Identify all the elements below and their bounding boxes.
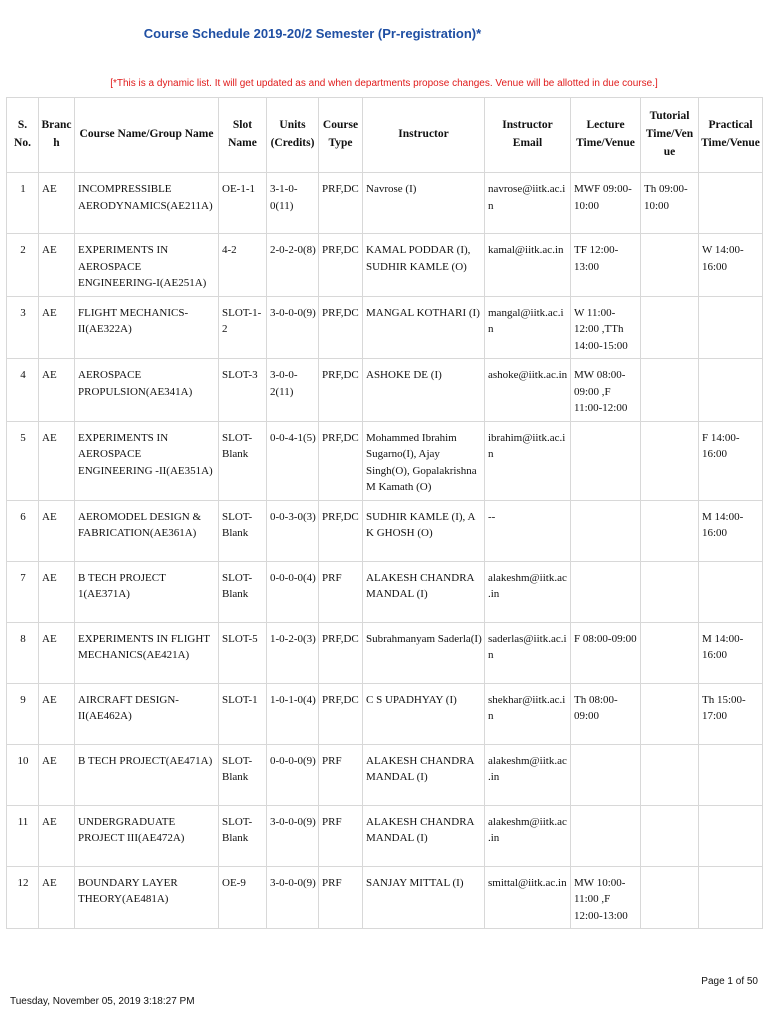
course-name: EXPERIMENTS IN AEROSPACE ENGINEERING -II(AE351A)	[75, 421, 219, 500]
lecture-time	[571, 561, 641, 622]
practical-time	[699, 561, 763, 622]
course-name: BOUNDARY LAYER THEORY(AE481A)	[75, 866, 219, 929]
tutorial-time	[641, 421, 699, 500]
slot-name: 4-2	[219, 234, 267, 297]
branch: AE	[39, 805, 75, 866]
course-type: PRF,DC	[319, 500, 363, 561]
table-row	[7, 296, 763, 359]
branch: AE	[39, 866, 75, 929]
instructor-email: saderlas@iitk.ac.in	[485, 622, 571, 683]
course-name: AEROSPACE PROPULSION(AE341A)	[75, 359, 219, 422]
column-header: Course Type	[319, 98, 363, 173]
course-type: PRF,DC	[319, 296, 363, 359]
dynamic-list-notice: [*This is a dynamic list. It will get updated as and when departments propose changes. Venue will be allotted in due course.]	[110, 78, 658, 89]
slot-name: SLOT-Blank	[219, 805, 267, 866]
tutorial-time	[641, 296, 699, 359]
page-number: Page 1 of 50	[701, 976, 758, 987]
course-name: INCOMPRESSIBLE AERODYNAMICS(AE211A)	[75, 173, 219, 234]
instructor-email: navrose@iitk.ac.in	[485, 173, 571, 234]
slot-name: SLOT-5	[219, 622, 267, 683]
lecture-time: MW 10:00-11:00 ,F 12:00-13:00	[571, 866, 641, 929]
tutorial-time	[641, 866, 699, 929]
instructor: MANGAL KOTHARI (I)	[363, 296, 485, 359]
serial-number: 7	[7, 561, 39, 622]
tutorial-time	[641, 561, 699, 622]
course-type: PRF,DC	[319, 173, 363, 234]
branch: AE	[39, 173, 75, 234]
slot-name: SLOT-Blank	[219, 500, 267, 561]
column-header: S. No.	[7, 98, 39, 173]
slot-name: OE-1-1	[219, 173, 267, 234]
lecture-time	[571, 500, 641, 561]
table-row	[7, 421, 763, 500]
branch: AE	[39, 622, 75, 683]
serial-number: 6	[7, 500, 39, 561]
instructor: ALAKESH CHANDRA MANDAL (I)	[363, 805, 485, 866]
column-header: Tutorial Time/Venue	[641, 98, 699, 173]
units: 0-0-4-1(5)	[267, 421, 319, 500]
instructor: ALAKESH CHANDRA MANDAL (I)	[363, 744, 485, 805]
course-type: PRF	[319, 744, 363, 805]
course-type: PRF,DC	[319, 622, 363, 683]
column-header: Instructor Email	[485, 98, 571, 173]
table-row	[7, 359, 763, 422]
instructor: SUDHIR KAMLE (I), A K GHOSH (O)	[363, 500, 485, 561]
column-header: Instructor	[363, 98, 485, 173]
tutorial-time	[641, 500, 699, 561]
serial-number: 11	[7, 805, 39, 866]
serial-number: 3	[7, 296, 39, 359]
course-type: PRF	[319, 805, 363, 866]
instructor: SANJAY MITTAL (I)	[363, 866, 485, 929]
table-row	[7, 683, 763, 744]
column-header: Units (Credits)	[267, 98, 319, 173]
instructor: Subrahmanyam Saderla(I)	[363, 622, 485, 683]
practical-time: F 14:00-16:00	[699, 421, 763, 500]
units: 3-0-0-0(9)	[267, 296, 319, 359]
units: 0-0-0-0(9)	[267, 744, 319, 805]
lecture-time	[571, 421, 641, 500]
practical-time: M 14:00-16:00	[699, 500, 763, 561]
course-type: PRF	[319, 866, 363, 929]
document-title: Course Schedule 2019-20/2 Semester (Pr-registration)*	[143, 26, 482, 41]
instructor-email: kamal@iitk.ac.in	[485, 234, 571, 297]
instructor-email: ibrahim@iitk.ac.in	[485, 421, 571, 500]
slot-name: SLOT-Blank	[219, 421, 267, 500]
instructor-email: smittal@iitk.ac.in	[485, 866, 571, 929]
practical-time: Th 15:00-17:00	[699, 683, 763, 744]
tutorial-time	[641, 744, 699, 805]
slot-name: SLOT-1-2	[219, 296, 267, 359]
branch: AE	[39, 561, 75, 622]
serial-number: 9	[7, 683, 39, 744]
lecture-time: Th 08:00-09:00	[571, 683, 641, 744]
table-row	[7, 805, 763, 866]
table-row	[7, 561, 763, 622]
table-row	[7, 500, 763, 561]
course-name: B TECH PROJECT 1(AE371A)	[75, 561, 219, 622]
instructor: Mohammed Ibrahim Sugarno(I), Ajay Singh(O), Gopalakrishna M Kamath (O)	[363, 421, 485, 500]
tutorial-time	[641, 683, 699, 744]
instructor: C S UPADHYAY (I)	[363, 683, 485, 744]
serial-number: 12	[7, 866, 39, 929]
serial-number: 10	[7, 744, 39, 805]
units: 3-1-0-0(11)	[267, 173, 319, 234]
practical-time	[699, 744, 763, 805]
column-header: Lecture Time/Venue	[571, 98, 641, 173]
course-name: UNDERGRADUATE PROJECT III(AE472A)	[75, 805, 219, 866]
practical-time: W 14:00-16:00	[699, 234, 763, 297]
practical-time	[699, 866, 763, 929]
course-name: AEROMODEL DESIGN & FABRICATION(AE361A)	[75, 500, 219, 561]
instructor: KAMAL PODDAR (I), SUDHIR KAMLE (O)	[363, 234, 485, 297]
instructor-email: mangal@iitk.ac.in	[485, 296, 571, 359]
branch: AE	[39, 234, 75, 297]
course-type: PRF,DC	[319, 421, 363, 500]
table-row	[7, 622, 763, 683]
course-name: EXPERIMENTS IN AEROSPACE ENGINEERING-I(AE251A)	[75, 234, 219, 297]
table-row	[7, 744, 763, 805]
slot-name: SLOT-1	[219, 683, 267, 744]
print-timestamp: Tuesday, November 05, 2019 3:18:27 PM	[10, 996, 195, 1007]
instructor: ALAKESH CHANDRA MANDAL (I)	[363, 561, 485, 622]
serial-number: 4	[7, 359, 39, 422]
lecture-time	[571, 805, 641, 866]
practical-time	[699, 805, 763, 866]
slot-name: SLOT-Blank	[219, 744, 267, 805]
practical-time: M 14:00-16:00	[699, 622, 763, 683]
instructor: ASHOKE DE (I)	[363, 359, 485, 422]
table-row	[7, 173, 763, 234]
units: 1-0-1-0(4)	[267, 683, 319, 744]
tutorial-time	[641, 622, 699, 683]
tutorial-time	[641, 805, 699, 866]
practical-time	[699, 359, 763, 422]
course-type: PRF	[319, 561, 363, 622]
course-name: B TECH PROJECT(AE471A)	[75, 744, 219, 805]
course-type: PRF,DC	[319, 234, 363, 297]
instructor-email: --	[485, 500, 571, 561]
slot-name: OE-9	[219, 866, 267, 929]
lecture-time: MWF 09:00-10:00	[571, 173, 641, 234]
practical-time	[699, 173, 763, 234]
branch: AE	[39, 421, 75, 500]
serial-number: 1	[7, 173, 39, 234]
instructor: Navrose (I)	[363, 173, 485, 234]
units: 0-0-0-0(4)	[267, 561, 319, 622]
serial-number: 2	[7, 234, 39, 297]
branch: AE	[39, 359, 75, 422]
units: 3-0-0-2(11)	[267, 359, 319, 422]
instructor-email: alakeshm@iitk.ac.in	[485, 744, 571, 805]
instructor-email: ashoke@iitk.ac.in	[485, 359, 571, 422]
course-schedule-table	[6, 97, 763, 929]
units: 2-0-2-0(8)	[267, 234, 319, 297]
course-type: PRF,DC	[319, 683, 363, 744]
branch: AE	[39, 744, 75, 805]
column-header: Course Name/Group Name	[75, 98, 219, 173]
course-name: AIRCRAFT DESIGN-II(AE462A)	[75, 683, 219, 744]
column-header: Slot Name	[219, 98, 267, 173]
units: 3-0-0-0(9)	[267, 805, 319, 866]
serial-number: 8	[7, 622, 39, 683]
instructor-email: alakeshm@iitk.ac.in	[485, 561, 571, 622]
slot-name: SLOT-Blank	[219, 561, 267, 622]
lecture-time: TF 12:00-13:00	[571, 234, 641, 297]
tutorial-time: Th 09:00-10:00	[641, 173, 699, 234]
table-row	[7, 234, 763, 297]
column-header: Practical Time/Venue	[699, 98, 763, 173]
table-row	[7, 866, 763, 929]
units: 1-0-2-0(3)	[267, 622, 319, 683]
branch: AE	[39, 683, 75, 744]
tutorial-time	[641, 359, 699, 422]
serial-number: 5	[7, 421, 39, 500]
column-header: Branch	[39, 98, 75, 173]
units: 3-0-0-0(9)	[267, 866, 319, 929]
practical-time	[699, 296, 763, 359]
units: 0-0-3-0(3)	[267, 500, 319, 561]
header-row	[7, 98, 763, 173]
lecture-time: MW 08:00-09:00 ,F 11:00-12:00	[571, 359, 641, 422]
branch: AE	[39, 296, 75, 359]
course-type: PRF,DC	[319, 359, 363, 422]
course-name: FLIGHT MECHANICS-II(AE322A)	[75, 296, 219, 359]
tutorial-time	[641, 234, 699, 297]
course-name: EXPERIMENTS IN FLIGHT MECHANICS(AE421A)	[75, 622, 219, 683]
instructor-email: alakeshm@iitk.ac.in	[485, 805, 571, 866]
lecture-time	[571, 744, 641, 805]
lecture-time: F 08:00-09:00	[571, 622, 641, 683]
instructor-email: shekhar@iitk.ac.in	[485, 683, 571, 744]
lecture-time: W 11:00-12:00 ,TTh 14:00-15:00	[571, 296, 641, 359]
slot-name: SLOT-3	[219, 359, 267, 422]
branch: AE	[39, 500, 75, 561]
